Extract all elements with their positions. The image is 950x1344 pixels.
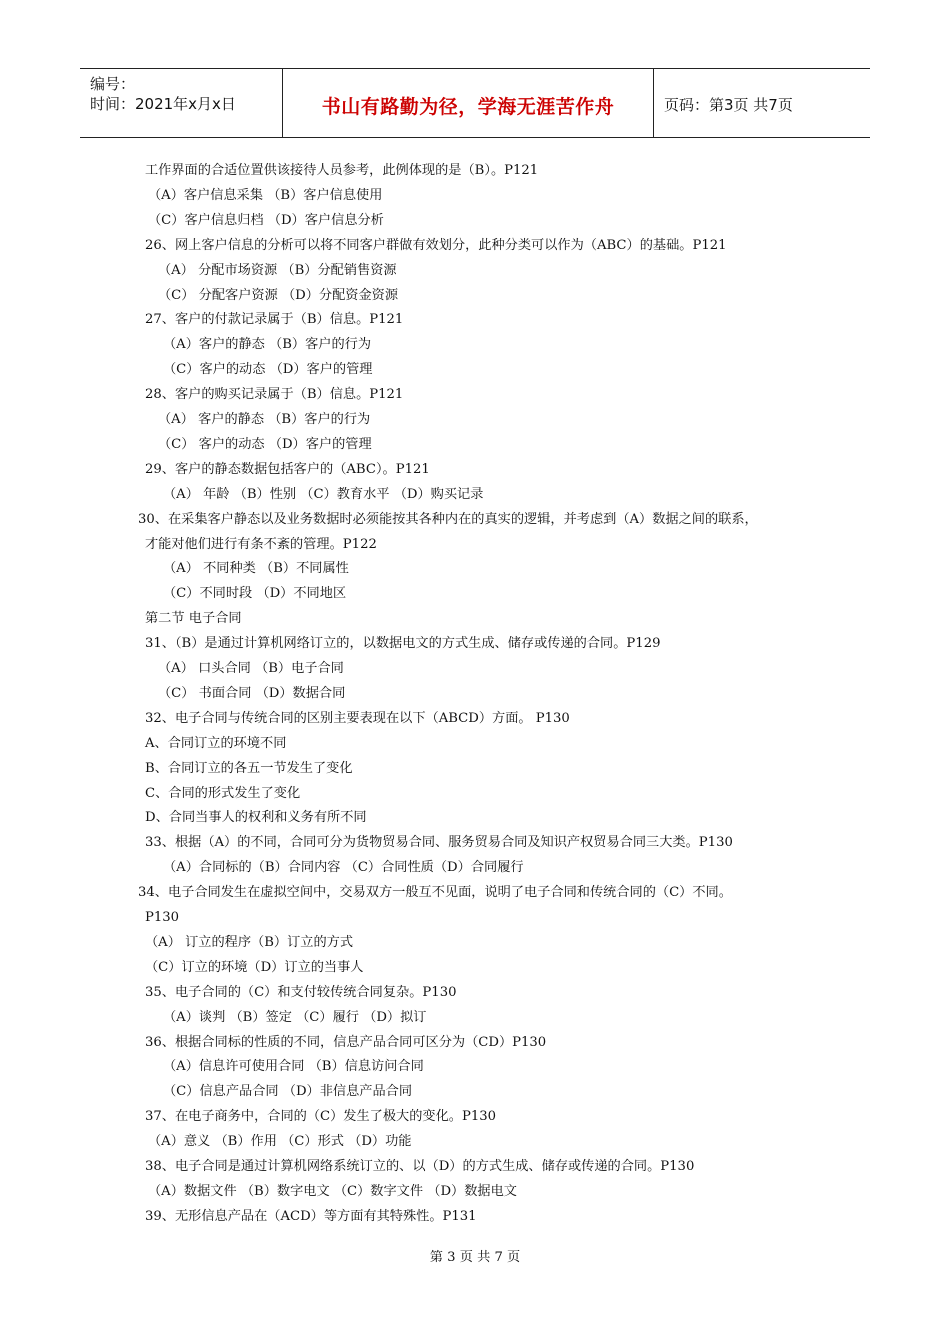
text-line: 37、在电子商务中，合同的（C）发生了极大的变化。P130 — [145, 1109, 497, 1125]
text-line: （A）意义 （B）作用 （C）形式 （D）功能 — [148, 1134, 412, 1150]
text-line: 38、电子合同是通过计算机网络系统订立的、以（D）的方式生成、储存或传递的合同。P130 — [145, 1159, 695, 1174]
header-motto-cell — [283, 69, 654, 137]
text-line: （A）信息许可使用合同 （B）信息访问合同 — [163, 1059, 424, 1075]
text-line: （A）客户的静态 （B）客户的行为 — [163, 337, 372, 353]
text-line: 39、无形信息产品在（ACD）等方面有其特殊性。P131 — [145, 1208, 477, 1224]
text-line: （A） 不同种类 （B）不同属性 — [163, 561, 349, 577]
text-line: （A） 分配市场资源 （B）分配销售资源 — [158, 262, 397, 278]
text-line: 36、根据合同标的性质的不同，信息产品合同可区分为（CD）P130 — [145, 1034, 547, 1050]
motto: 书山有路勤为径，学海无涯苦作舟 — [321, 96, 615, 118]
text-line: （C） 客户的动态 （D）客户的管理 — [158, 436, 372, 452]
text-line: C、合同的形式发生了变化 — [145, 785, 301, 801]
text-line: D、合同当事人的权利和义务有所不同 — [145, 810, 367, 826]
text-line: （C）订立的环境（D）订立的当事人 — [145, 959, 364, 975]
text-line: （C）客户的动态 （D）客户的管理 — [163, 362, 373, 378]
text-line: （A）数据文件 （B）数字电文 （C）数字文件 （D）数据电文 — [148, 1183, 517, 1199]
page-footer: 第 3 页 共 7 页 — [429, 1250, 521, 1265]
text-line: （A） 客户的静态 （B）客户的行为 — [158, 412, 371, 427]
time-label: 时间：2021年x月x日 — [90, 95, 236, 113]
text-line: 才能对他们进行有条不紊的管理。P122 — [145, 536, 377, 552]
text-line: B、合同订立的各五一节发生了变化 — [145, 760, 353, 776]
text-line: （C） 分配客户资源 （D）分配资金资源 — [158, 287, 399, 303]
header-page-cell — [654, 69, 870, 137]
header-info-cell — [80, 69, 283, 137]
text-line: 第二节 电子合同 — [145, 611, 242, 627]
text-line: （C）不同时段 （D）不同地区 — [163, 586, 347, 602]
text-line: 34、电子合同发生在虚拟空间中，交易双方一般互不见面，说明了电子合同和传统合同的（C）不同。 — [138, 885, 732, 901]
header-table — [80, 68, 870, 138]
text-line: 35、电子合同的（C）和支付较传统合同复杂。P130 — [145, 984, 457, 1000]
text-line: （A）谈判 （B）签定 （C）履行 （D）拟订 — [163, 1009, 427, 1025]
id-label: 编号： — [90, 75, 136, 93]
text-line: A、合同订立的环境不同 — [145, 735, 287, 751]
text-line: 28、客户的购买记录属于（B）信息。P121 — [145, 387, 404, 403]
text-line: 工作界面的合适位置供该接待人员参考，此例体现的是（B）。P121 — [145, 163, 539, 178]
text-line: （A）客户信息采集 （B）客户信息使用 — [148, 187, 383, 203]
text-line: （A）合同标的（B）合同内容 （C）合同性质（D）合同履行 — [163, 860, 524, 876]
text-line: 26、网上客户信息的分析可以将不同客户群做有效划分，此种分类可以作为（ABC）的基础。P121 — [145, 237, 727, 253]
text-line: （A） 年龄 （B）性别 （C）教育水平 （D）购买记录 — [163, 486, 484, 502]
text-line: （C）客户信息归档 （D）客户信息分析 — [148, 212, 384, 228]
page-label: 页码：第3页 共7页 — [664, 96, 793, 114]
text-line: （A） 口头合同 （B）电子合同 — [158, 661, 344, 676]
text-line: P130 — [145, 910, 180, 925]
text-line: （C） 书面合同 （D）数据合同 — [158, 685, 346, 701]
text-line: （C）信息产品合同 （D）非信息产品合同 — [163, 1084, 413, 1100]
text-line: 27、客户的付款记录属于（B）信息。P121 — [145, 312, 404, 328]
text-line: 31、（B）是通过计算机网络订立的，以数据电文的方式生成、储存或传递的合同。P129 — [145, 636, 661, 652]
text-line: 32、电子合同与传统合同的区别主要表现在以下（ABCD）方面。 P130 — [145, 710, 570, 726]
text-line: 30、在采集客户静态以及业务数据时必须能按其各种内在的真实的逻辑，并考虑到（A）数据之间的联系， — [138, 511, 758, 527]
text-line: （A） 订立的程序（B）订立的方式 — [145, 934, 354, 950]
text-line: 33、根据（A）的不同，合同可分为货物贸易合同、服务贸易合同及知识产权贸易合同三大类。P130 — [145, 835, 733, 851]
text-line: 29、客户的静态数据包括客户的（ABC）。P121 — [145, 461, 430, 477]
